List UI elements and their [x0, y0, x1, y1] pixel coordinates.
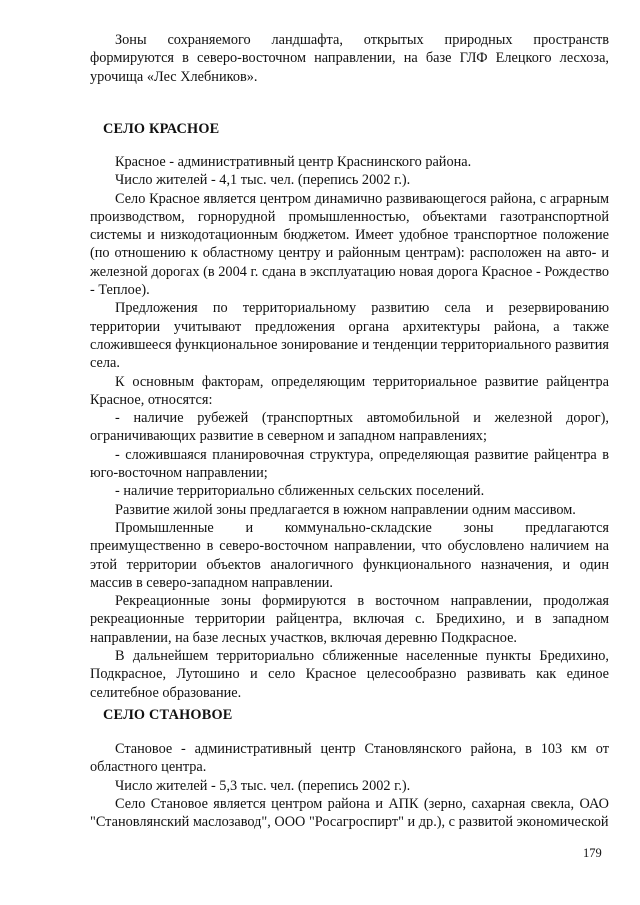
paragraph: Число жителей - 5,3 тыс. чел. (перепись 2002 г.).	[115, 777, 411, 794]
paragraph: - сложившаяся планировочная структура, определяющая развитие райцентра в юго-восточном направлении;	[90, 446, 609, 482]
paragraph: Предложения по территориальному развитию села и резервированию территории учитывают предложения органа архитектуры района, а также сложившееся функциональное зонирование и тенденции территориального развития села.	[90, 300, 609, 372]
paragraph: Промышленные и коммунально-складские зоны предлагаются преимущественно в северо-восточном направлении, что обусловлено наличием на этой территории объектов аналогичного функционального назначения, и один массив в северо-западном направлении.	[90, 519, 609, 591]
paragraph: Развитие жилой зоны предлагается в южном направлении одним массивом.	[115, 501, 576, 518]
paragraph: Село Красное является центром динамично развивающегося района, с аграрным производством, горнорудной промышленностью, объектами газотранспортной системы и низкодотационным бюджетом. Имеет удобное транспортное положение (по отношению к областному центру и районным центрам): расположен на авто- и железной дорогах (в 2004 г. сдана в эксплуатацию новая дорога Красное - Рождество - Теплое).	[90, 190, 609, 299]
paragraph: В дальнейшем территориально сближенные населенные пункты Бредихино, Подкрасное, Лутошино и село Красное целесообразно развивать как единое селитебное образование.	[90, 648, 609, 701]
section-stanovoe-text	[90, 740, 609, 831]
paragraph: Зоны сохраняемого ландшафта, открытых природных пространств формируются в северо-восточном направлении, на базе ГЛФ Елецкого лесхоза, урочища «Лес Хлебников».	[90, 32, 609, 85]
intro-text	[90, 31, 609, 86]
paragraph: - наличие территориально сближенных сельских поселений.	[115, 483, 485, 500]
section-krasnoe-text	[90, 153, 609, 702]
paragraph: Село Становое является центром района и АПК (зерно, сахарная свекла, ОАО "Становлянский маслозавод", ООО "Росагроспирт" и др.), с развитой экономической	[90, 795, 609, 831]
paragraph: К основным факторам, определяющим территориальное развитие райцентра Красное, относятся:	[90, 373, 609, 408]
paragraph: Рекреационные зоны формируются в восточном направлении, продолжая рекреационные территории райцентра, включая с. Бредихино, и в западном направлении, на базе лесных участков, включая деревню Подкрасное.	[90, 593, 609, 646]
paragraph: Становое - административный центр Становлянского района, в 103 км от областного центра.	[90, 741, 609, 776]
section-heading-krasnoe: СЕЛО КРАСНОЕ	[103, 121, 220, 137]
page-number: 179	[583, 846, 602, 860]
paragraph: - наличие рубежей (транспортных автомобильной и железной дорог), ограничивающих развитие в северном и западном направлениях;	[90, 410, 609, 445]
paragraph: Число жителей - 4,1 тыс. чел. (перепись 2002 г.).	[115, 172, 411, 189]
section-heading-stanovoe: СЕЛО СТАНОВОЕ	[103, 707, 233, 723]
paragraph: Красное - административный центр Краснинского района.	[115, 154, 472, 170]
